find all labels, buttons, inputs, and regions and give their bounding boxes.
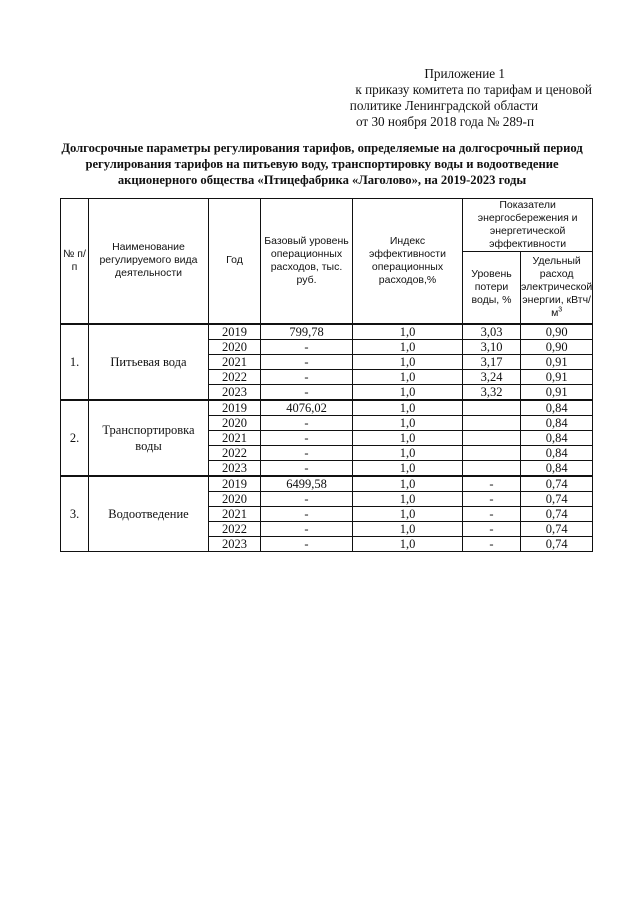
- specific-consumption-cell: 0,91: [521, 369, 593, 384]
- base-level-cell: 4076,02: [261, 400, 353, 416]
- year-cell: 2019: [209, 400, 261, 416]
- base-level-cell: -: [261, 415, 353, 430]
- header-base-level: Базовый уровень операционных расходов, тыс. руб.: [261, 199, 353, 324]
- efficiency-index-cell: 1,0: [353, 339, 463, 354]
- efficiency-index-cell: 1,0: [353, 430, 463, 445]
- appendix-line-2: к приказу комитета по тарифам и ценовой: [355, 82, 592, 97]
- base-level-cell: 6499,58: [261, 476, 353, 492]
- efficiency-index-cell: 1,0: [353, 400, 463, 416]
- parameters-table: [60, 198, 593, 552]
- base-level-cell: -: [261, 445, 353, 460]
- activity-name: Питьевая вода: [89, 324, 209, 400]
- water-loss-cell: -: [463, 521, 521, 536]
- document-title: [48, 140, 596, 188]
- base-level-cell: -: [261, 384, 353, 400]
- title-line-2: регулирования тарифов на питьевую воду, транспортировку воды и водоотведение: [85, 157, 559, 171]
- year-cell: 2021: [209, 354, 261, 369]
- header-energy-group: Показатели энергосбережения и энергетической эффективности: [463, 199, 593, 252]
- appendix-header: [320, 66, 600, 130]
- water-loss-cell: 3,17: [463, 354, 521, 369]
- year-cell: 2020: [209, 491, 261, 506]
- base-level-cell: -: [261, 491, 353, 506]
- base-level-cell: -: [261, 430, 353, 445]
- water-loss-cell: -: [463, 536, 521, 551]
- year-cell: 2020: [209, 415, 261, 430]
- efficiency-index-cell: 1,0: [353, 536, 463, 551]
- header-specific-sup: 3: [558, 306, 563, 314]
- year-cell: 2023: [209, 384, 261, 400]
- specific-consumption-cell: 0,74: [521, 521, 593, 536]
- table-body: [61, 324, 593, 552]
- base-level-cell: -: [261, 369, 353, 384]
- water-loss-cell: 3,10: [463, 339, 521, 354]
- year-cell: 2020: [209, 339, 261, 354]
- water-loss-cell: [463, 430, 521, 445]
- water-loss-cell: [463, 415, 521, 430]
- efficiency-index-cell: 1,0: [353, 491, 463, 506]
- efficiency-index-cell: 1,0: [353, 415, 463, 430]
- year-cell: 2023: [209, 460, 261, 476]
- efficiency-index-cell: 1,0: [353, 384, 463, 400]
- year-cell: 2021: [209, 430, 261, 445]
- row-number: 2.: [61, 400, 89, 476]
- specific-consumption-cell: 0,74: [521, 506, 593, 521]
- base-level-cell: -: [261, 521, 353, 536]
- year-cell: 2022: [209, 521, 261, 536]
- header-num: № п/п: [61, 199, 89, 324]
- year-cell: 2019: [209, 324, 261, 340]
- table-row: [61, 324, 593, 340]
- row-number: 1.: [61, 324, 89, 400]
- water-loss-cell: 3,03: [463, 324, 521, 340]
- efficiency-index-cell: 1,0: [353, 324, 463, 340]
- specific-consumption-cell: 0,84: [521, 430, 593, 445]
- header-specific-consumption: [521, 252, 593, 324]
- appendix-line-4: от 30 ноября 2018 года № 289-п: [355, 114, 534, 129]
- year-cell: 2022: [209, 369, 261, 384]
- base-level-cell: -: [261, 339, 353, 354]
- year-cell: 2023: [209, 536, 261, 551]
- header-year: Год: [209, 199, 261, 324]
- title-line-3: акционерного общества «Птицефабрика «Лаголово», на 2019-2023 годы: [117, 173, 527, 187]
- efficiency-index-cell: 1,0: [353, 369, 463, 384]
- header-specific-text: Удельный расход электрической энергии, кВтч/м: [521, 254, 593, 319]
- water-loss-cell: 3,32: [463, 384, 521, 400]
- efficiency-index-cell: 1,0: [353, 445, 463, 460]
- specific-consumption-cell: 0,90: [521, 339, 593, 354]
- header-efficiency-index: Индекс эффективности операционных расходов,%: [353, 199, 463, 324]
- efficiency-index-cell: 1,0: [353, 476, 463, 492]
- specific-consumption-cell: 0,84: [521, 415, 593, 430]
- specific-consumption-cell: 0,74: [521, 491, 593, 506]
- water-loss-cell: -: [463, 506, 521, 521]
- year-cell: 2019: [209, 476, 261, 492]
- water-loss-cell: -: [463, 476, 521, 492]
- appendix-label: Приложение 1: [424, 66, 505, 81]
- year-cell: 2022: [209, 445, 261, 460]
- specific-consumption-cell: 0,74: [521, 476, 593, 492]
- header-water-loss: Уровень потери воды, %: [463, 252, 521, 324]
- specific-consumption-cell: 0,91: [521, 384, 593, 400]
- title-line-1: Долгосрочные параметры регулирования тарифов, определяемые на долгосрочный период: [61, 141, 583, 155]
- specific-consumption-cell: 0,84: [521, 445, 593, 460]
- base-level-cell: -: [261, 460, 353, 476]
- specific-consumption-cell: 0,84: [521, 400, 593, 416]
- specific-consumption-cell: 0,91: [521, 354, 593, 369]
- efficiency-index-cell: 1,0: [353, 506, 463, 521]
- specific-consumption-cell: 0,90: [521, 324, 593, 340]
- efficiency-index-cell: 1,0: [353, 460, 463, 476]
- appendix-line-3: политике Ленинградской области: [349, 98, 538, 113]
- year-cell: 2021: [209, 506, 261, 521]
- water-loss-cell: [463, 445, 521, 460]
- base-level-cell: 799,78: [261, 324, 353, 340]
- activity-name: Водоотведение: [89, 476, 209, 552]
- activity-name: Транспортировка воды: [89, 400, 209, 476]
- specific-consumption-cell: 0,74: [521, 536, 593, 551]
- efficiency-index-cell: 1,0: [353, 354, 463, 369]
- water-loss-cell: [463, 460, 521, 476]
- row-number: 3.: [61, 476, 89, 552]
- table-row: [61, 400, 593, 416]
- water-loss-cell: -: [463, 491, 521, 506]
- water-loss-cell: 3,24: [463, 369, 521, 384]
- efficiency-index-cell: 1,0: [353, 521, 463, 536]
- base-level-cell: -: [261, 536, 353, 551]
- base-level-cell: -: [261, 506, 353, 521]
- specific-consumption-cell: 0,84: [521, 460, 593, 476]
- table-row: [61, 476, 593, 492]
- header-activity: Наименование регулируемого вида деятельности: [89, 199, 209, 324]
- base-level-cell: -: [261, 354, 353, 369]
- water-loss-cell: [463, 400, 521, 416]
